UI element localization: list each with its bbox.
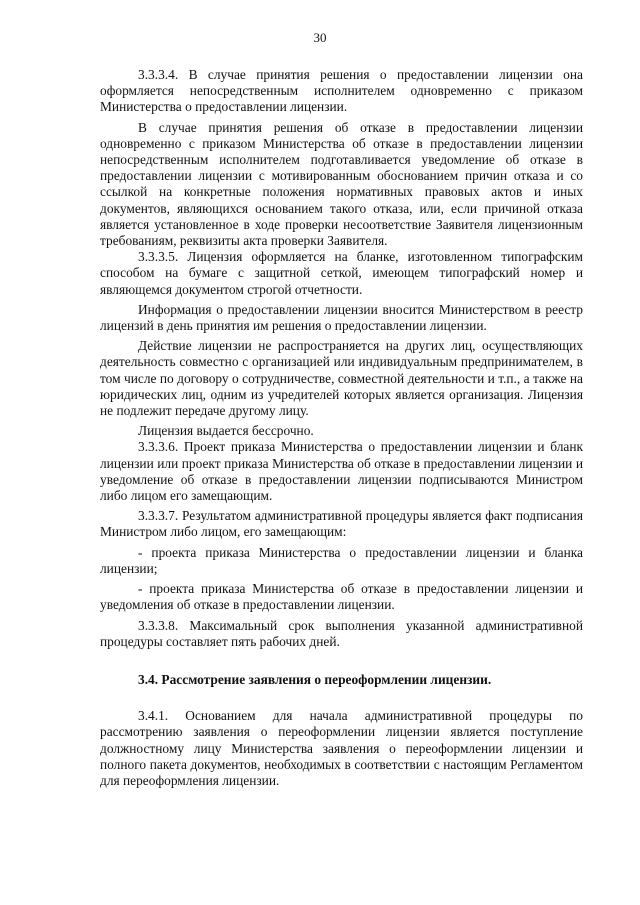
paragraph-refusal-notice: В случае принятия решения об отказе в предоставлении лицензии одновременно с приказом Министерства об отказе в предоставлении лицензии непосредственным исполнителем подготавливается уведомление об отказе в предоставлении лицензии с мотивированным обоснованием причин отказа и со ссылкой на конкретные положения нормативных правовых актов и иных документов, являющихся основанием такого отказа, или, если причиной отказа является установленное в ходе проверки несоответствие Заявителя лицензионным требованиям, реквизиты акта проверки Заявителя. <box>100 119 583 249</box>
paragraph-3-3-3-4: 3.3.3.4. В случае принятия решения о предоставлении лицензии она оформляется непосредственным исполнителем одновременно с приказом Министерства о предоставлении лицензии. <box>100 67 583 115</box>
section-heading: 3.4. Рассмотрение заявления о переоформлении лицензии. <box>138 671 492 687</box>
paragraph-3-4-1: 3.4.1. Основанием для начала административной процедуры по рассмотрению заявления о переоформлении лицензии является поступление должностному лицу Министерства заявления о переоформлении лицензии и полного пакета документов, необходимых в соответствии с настоящим Регламентом для переоформления лицензии. <box>100 708 583 788</box>
paragraph-license-scope: Действие лицензии не распространяется на других лиц, осуществляющих деятельность совместно с организацией или индивидуальным предпринимателем, в том числе по договору о сотрудничестве, совместной деятельности и т.п., а также на юридических лиц, одним из учредителей которых является организация. Лицензия не подлежит передаче другому лицу. <box>100 338 583 419</box>
paragraph-3-3-3-7: 3.3.3.7. Результатом административной процедуры является факт подписания Министром либо лицом, его замещающим: <box>100 508 583 540</box>
paragraph-license-term: Лицензия выдается бессрочно. <box>138 423 314 439</box>
document-body <box>100 67 583 789</box>
page-number: 30 <box>313 30 327 45</box>
list-item-grant-order: - проекта приказа Министерства о предоставлении лицензии и бланка лицензии; <box>100 544 583 576</box>
list-item-refusal-order: - проекта приказа Министерства об отказе в предоставлении лицензии и уведомления об отказе в предоставлении лицензии. <box>100 581 583 613</box>
paragraph-3-3-3-5: 3.3.3.5. Лицензия оформляется на бланке, изготовленном типографским способом на бумаге с защитной сеткой, имеющем типографский номер и являющемся документом строгой отчетности. <box>100 249 583 297</box>
paragraph-registry-info: Информация о предоставлении лицензии вносится Министерством в реестр лицензий в день принятия им решения о предоставлении лицензии. <box>100 301 583 334</box>
paragraph-3-3-3-6: 3.3.3.6. Проект приказа Министерства о предоставлении лицензии и бланк лицензии или проект приказа Министерства об отказе в предоставлении лицензии и уведомление об отказе в предоставлении лицензии подписываются Министром либо лицом его замещающим. <box>100 439 583 504</box>
paragraph-3-3-3-8: 3.3.3.8. Максимальный срок выполнения указанной административной процедуры составляет пять рабочих дней. <box>100 617 583 649</box>
